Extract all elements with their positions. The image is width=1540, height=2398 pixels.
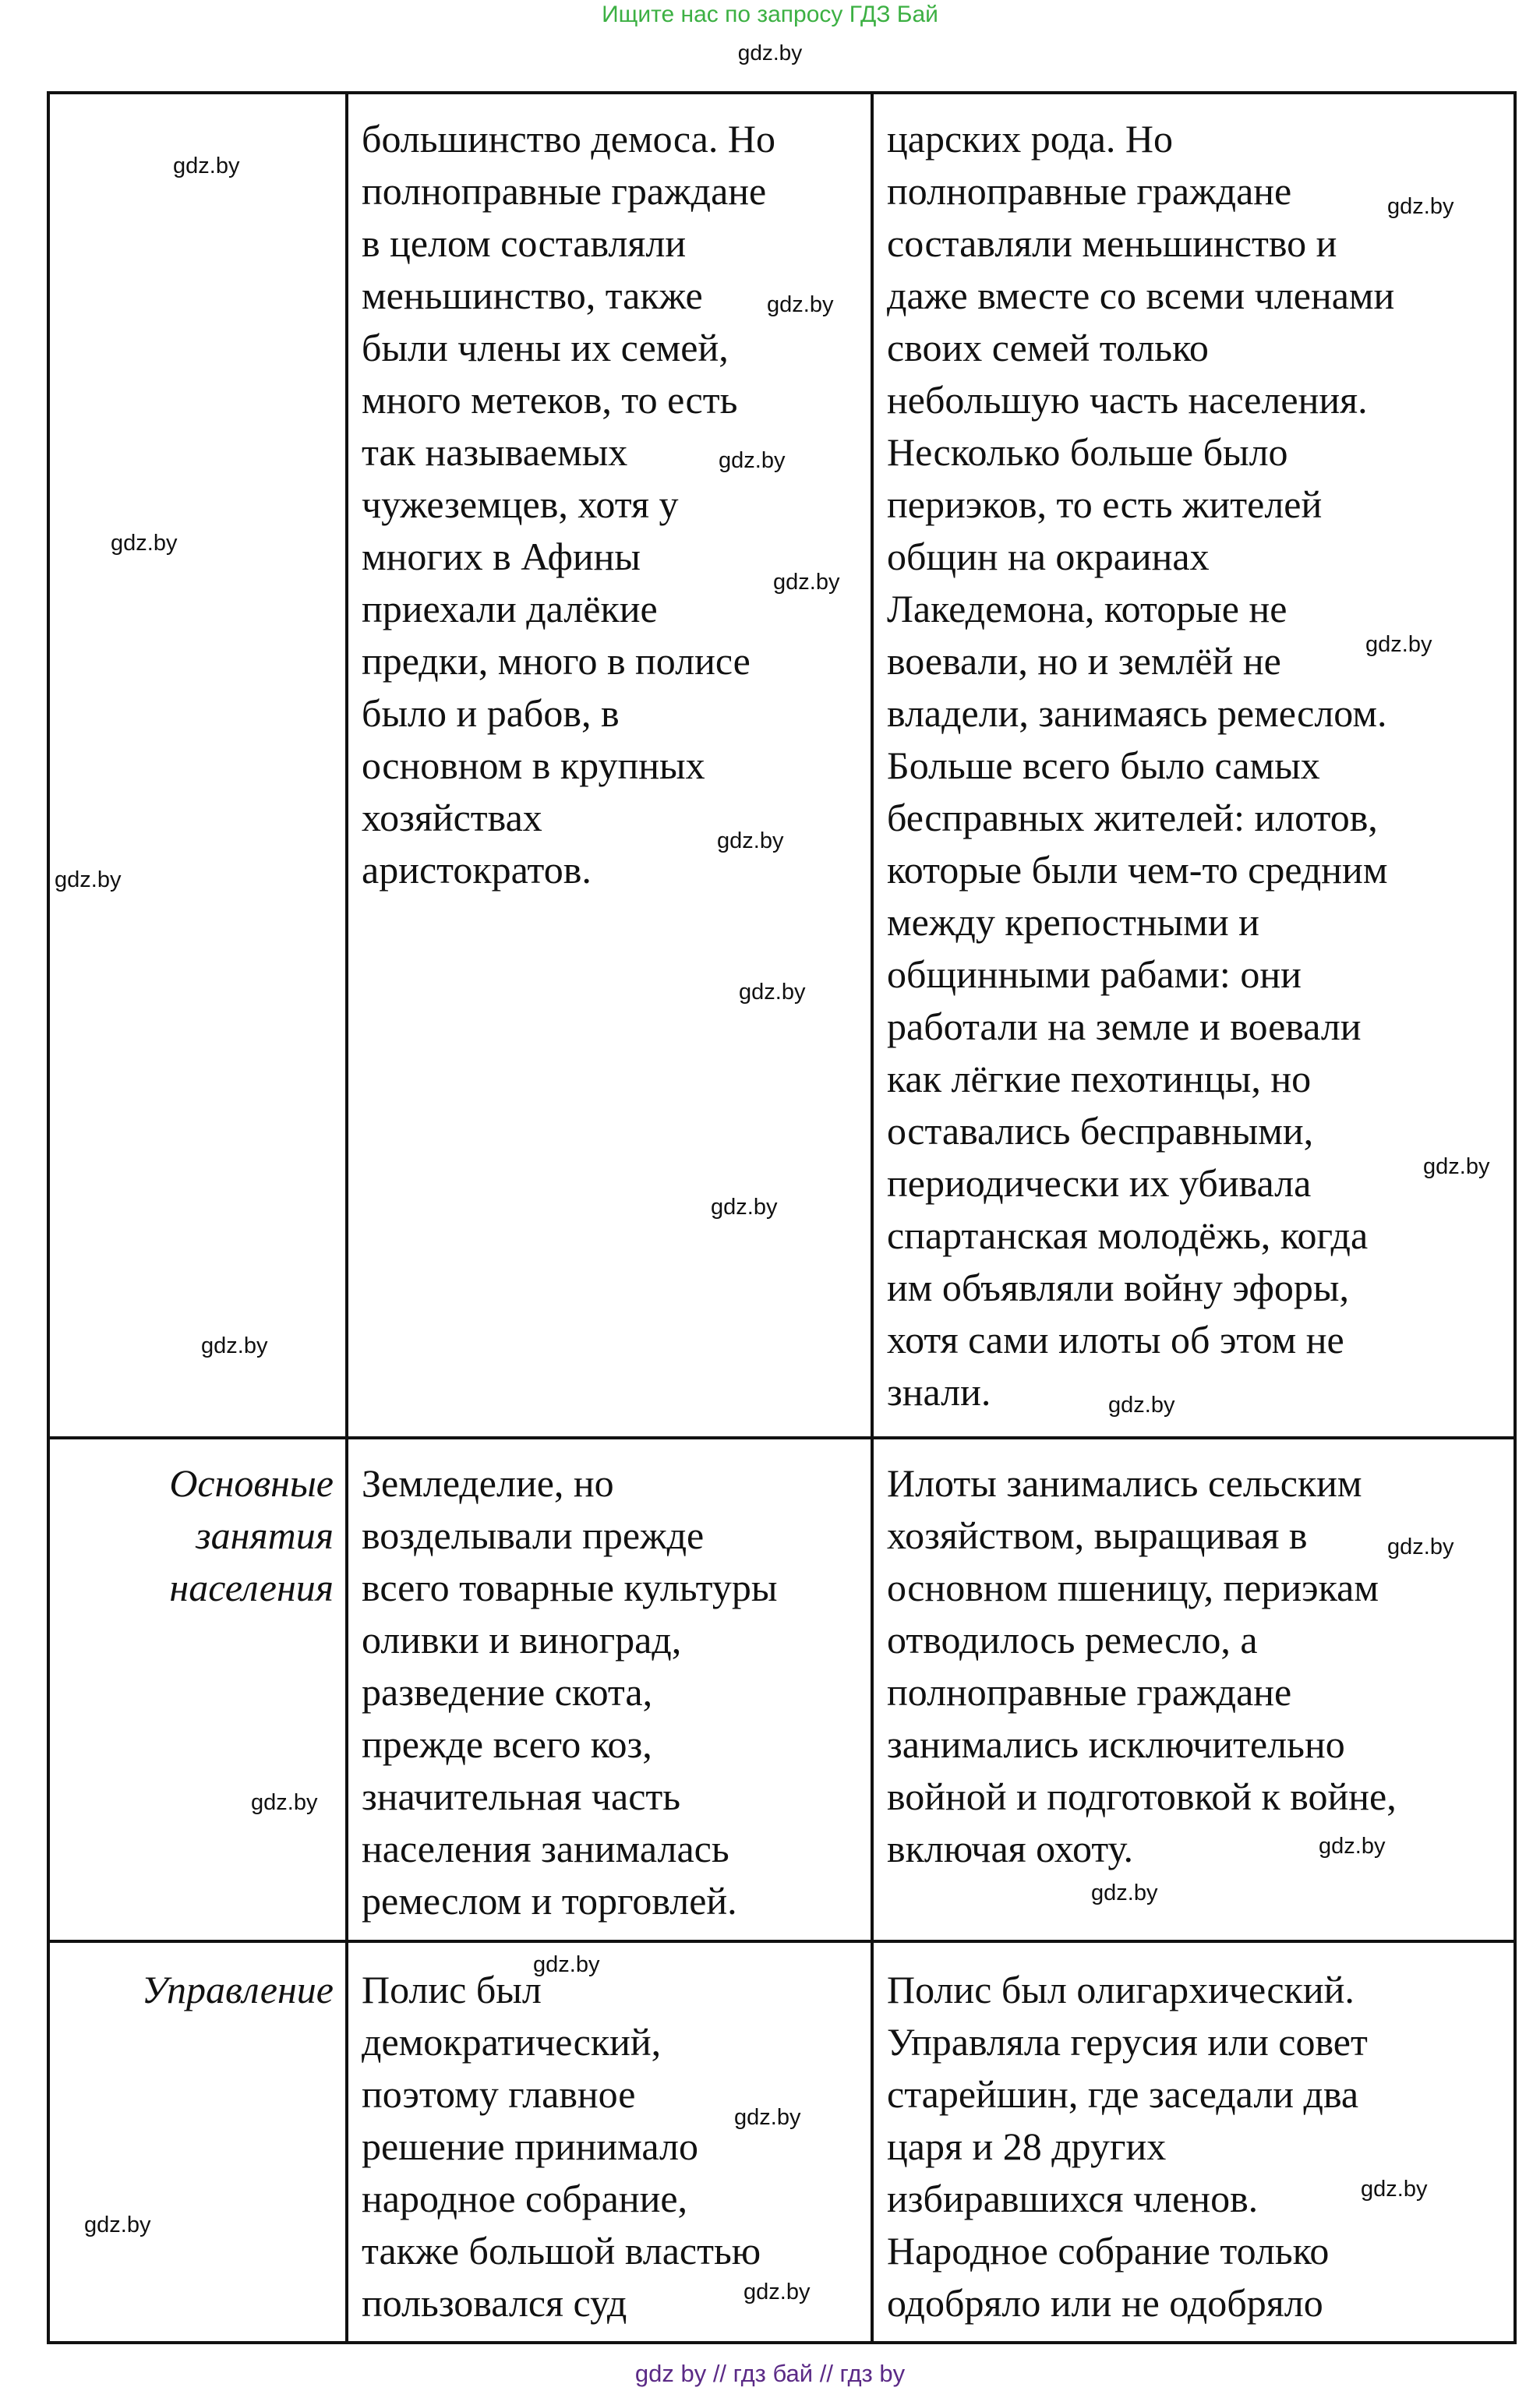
watermark: gdz.by	[173, 154, 240, 178]
watermark: gdz.by	[1361, 2177, 1428, 2202]
watermark: gdz.by	[55, 867, 122, 892]
table-border-bottom	[47, 2341, 1517, 2344]
watermark: gdz.by	[1387, 194, 1454, 219]
watermark: gdz.by	[1423, 1154, 1490, 1179]
watermark: gdz.by	[773, 570, 840, 595]
watermark: gdz.by	[717, 828, 784, 853]
table-column-divider	[871, 91, 874, 2344]
top-banner: Ищите нас по запросу ГДЗ Бай	[602, 2, 938, 27]
sparta-cell: Илоты занимались сельским хозяйством, выращивая в основном пшеницу, периэкам отводилось ремесло, а полноправные граждане занимались исключительно войной и подготовкой к войне, включая охоту.	[887, 1461, 1397, 1870]
athens-cell: большинство демоса. Но полноправные граждане в целом составляли меньшинство, также были члены их семей, много метеков, то есть так называемых чужеземцев, хотя у многих в Афины приехали далёкие предки, много в полисе было и рабов, в основном в крупных хозяйствах аристократов.	[362, 117, 775, 892]
top-site-label: gdz.by	[737, 41, 803, 65]
table-row-divider	[47, 1436, 1517, 1439]
watermark: gdz.by	[84, 2213, 151, 2237]
athens-cell: Полис был демократический, поэтому главное решение принимало народное собрание, также большой властью пользовался суд	[362, 1968, 761, 2325]
watermark: gdz.by	[251, 1790, 318, 1815]
watermark: gdz.by	[767, 292, 834, 317]
watermark: gdz.by	[533, 1952, 600, 1977]
row-label-occupations: Основные занятия населения	[169, 1461, 334, 1609]
watermark: gdz.by	[1108, 1393, 1175, 1418]
watermark: gdz.by	[1365, 632, 1432, 657]
table-border-left	[47, 91, 50, 2344]
row-label-government: Управление	[141, 1968, 334, 2011]
watermark: gdz.by	[201, 1333, 268, 1358]
table-column-divider	[345, 91, 348, 2344]
sparta-cell: Полис был олигархический. Управляла герусия или совет старейшин, где заседали два царя и 28 других избиравшихся членов. Народное собрание только одобряло или не одобряло	[887, 1968, 1368, 2325]
table-border-top	[47, 91, 1517, 94]
watermark: gdz.by	[734, 2105, 801, 2130]
watermark: gdz.by	[744, 2280, 811, 2304]
watermark: gdz.by	[739, 980, 806, 1005]
athens-cell: Земледелие, но возделывали прежде всего товарные культуры оливки и виноград, разведение скота, прежде всего коз, значительная часть населения занималась ремеслом и торговлей.	[362, 1461, 778, 1923]
watermark: gdz.by	[1319, 1834, 1386, 1859]
table-border-right	[1514, 91, 1517, 2344]
watermark: gdz.by	[1387, 1535, 1454, 1559]
watermark: gdz.by	[711, 1195, 778, 1220]
watermark: gdz.by	[1091, 1881, 1158, 1905]
table-row-divider	[47, 1940, 1517, 1943]
sparta-cell: царских рода. Но полноправные граждане составляли меньшинство и даже вместе со всеми членами своих семей только небольшую часть населения. Несколько больше было периэков, то есть жителей общин на окраинах Лакедемона, которые не воевали, но и землёй не владели, занимаясь ремеслом. Больше всего было самых бесправных жителей: илотов, которые были чем-то средним между крепостными и общинными рабами: они работали на земле и воевали как лёгкие пехотинцы, но оставались бесправными, периодически их убивала спартанская молодёжь, когда им объявляли войну эфоры, хотя сами илоты об этом не знали.	[887, 117, 1395, 1414]
watermark: gdz.by	[111, 531, 178, 556]
watermark: gdz.by	[719, 448, 786, 473]
footer-links: gdz by // гдз бай // гдз by	[634, 2360, 906, 2387]
